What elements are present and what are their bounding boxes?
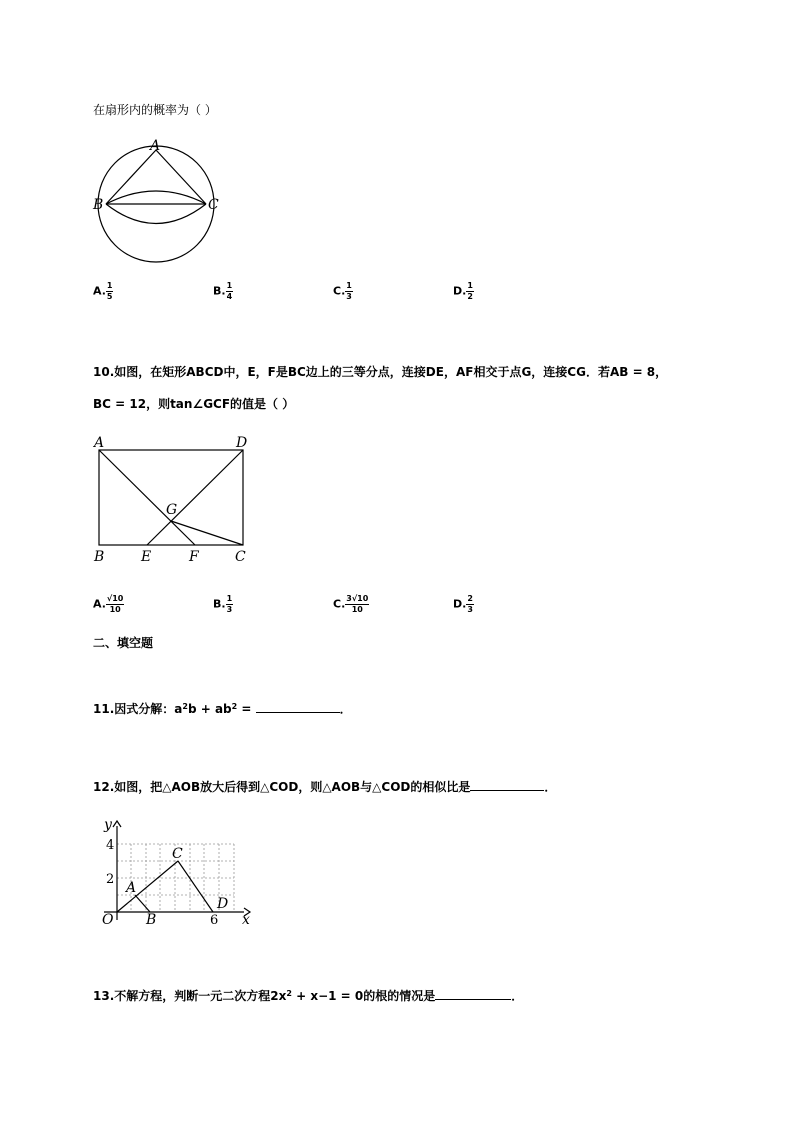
q12-label-x: x: [242, 912, 250, 928]
q9-arc-upper: [106, 191, 206, 204]
q10-label-g: G: [166, 502, 178, 518]
q9-circle-figure: [90, 138, 230, 263]
q12-line-cd: [178, 861, 213, 912]
q9-arc-lower: [106, 204, 206, 224]
q10-label-b: B: [94, 549, 105, 565]
q10-rectangle-figure: [90, 430, 260, 565]
q10-label-a: A: [94, 435, 105, 451]
q10-option-d[interactable]: D. $\frac{2}{3}$: [453, 594, 473, 614]
q12-label-a: A: [126, 880, 137, 896]
q9-label-c: C: [208, 197, 219, 213]
q9-line-ac: [156, 150, 206, 204]
q12-coordinate-figure: [92, 816, 257, 928]
q9-line-ab: [106, 150, 156, 204]
q12-label-o: O: [102, 912, 114, 928]
q10-label-c: C: [235, 549, 246, 565]
q9-label-a: A: [150, 138, 161, 154]
q10-option-b[interactable]: B. $\frac{1}{3}$: [213, 594, 233, 614]
q9-option-b[interactable]: B. $\frac{1}{4}$: [213, 281, 233, 301]
q12-line-ab: [135, 895, 150, 912]
q9-option-a[interactable]: A. $\frac{1}{5}$: [93, 281, 113, 301]
q10-label-e: E: [141, 549, 152, 565]
q9-question-tail: 在扇形内的概率为（ ）: [93, 103, 217, 117]
q10-label-d: D: [236, 435, 248, 451]
q12-tick-4: 4: [106, 838, 115, 853]
q11-answer-blank[interactable]: [256, 702, 340, 713]
q12-label-c: C: [172, 846, 183, 862]
q9-label-b: B: [93, 197, 104, 213]
section-title-fill-in: 二、填空题: [93, 636, 154, 650]
q10-line-gc: [171, 521, 243, 545]
q10-question-line1: 10.如图，在矩形ABCD中，E，F是BC边上的三等分点，连接DE，AF相交于点G，连接CG．若AB = 8，: [93, 365, 668, 379]
q12-label-y: y: [104, 817, 112, 833]
q10-line-de: [147, 450, 243, 545]
q10-line-af: [99, 450, 195, 545]
q10-label-f: F: [189, 549, 199, 565]
q9-option-d[interactable]: D. $\frac{1}{2}$: [453, 281, 473, 301]
q12-question: 12.如图，把△AOB放大后得到△COD，则△AOB与△COD的相似比是 ．: [93, 780, 557, 794]
q9-option-c[interactable]: C. $\frac{1}{3}$: [333, 281, 352, 301]
q10-question-line2: BC = 12，则tan∠GCF的值是（ ）: [93, 397, 295, 411]
q10-option-a[interactable]: A. $\frac{√10}{10}$: [93, 594, 124, 614]
q12-label-b: B: [146, 912, 157, 928]
q10-option-c[interactable]: C. $\frac{3√10}{10}$: [333, 594, 369, 614]
q13-question: 13.不解方程，判断一元二次方程$2x^2 + x-1 = 0$的根的情况是 ．: [93, 989, 524, 1003]
q11-question: 11.因式分解：$a^2b + ab^2$ = ．: [93, 702, 352, 716]
q12-tick-6: 6: [210, 913, 219, 928]
q12-answer-blank[interactable]: [470, 780, 544, 791]
q13-answer-blank[interactable]: [435, 989, 511, 1000]
q12-tick-2: 2: [106, 872, 115, 887]
q10-rect: [99, 450, 243, 545]
q12-label-d: D: [217, 896, 229, 912]
